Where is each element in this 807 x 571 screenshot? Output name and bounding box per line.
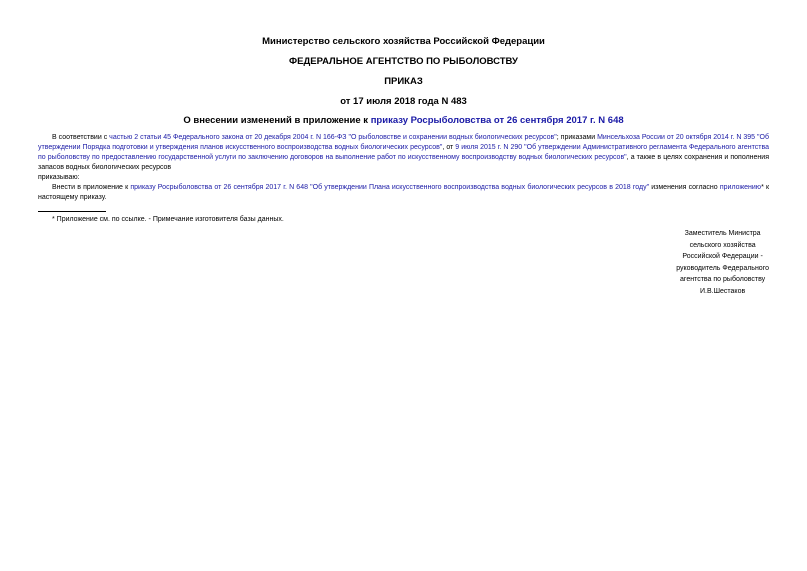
item-text-2: изменения согласно xyxy=(649,184,720,191)
signature-line: Российской Федерации - xyxy=(682,253,763,260)
date-number-heading: от 17 июля 2018 года N 483 xyxy=(340,96,467,107)
item-text-1: Внести в приложение к xyxy=(52,184,131,191)
doc-title-text: О внесении изменений в приложение к xyxy=(183,115,371,126)
doc-type-heading: ПРИКАЗ xyxy=(384,76,423,87)
order-word: приказываю: xyxy=(38,174,80,181)
doc-title xyxy=(0,115,807,126)
document-body xyxy=(38,133,769,203)
footnote-divider xyxy=(38,211,106,212)
order-648-link[interactable]: приказу Росрыболовства от 26 сентября 2017 г. N 648 "Об утверждении Плана искусственного воспроизводства водных биологических ресурсов в 2018 году" xyxy=(130,184,650,191)
preamble-text-2: ; приказами xyxy=(556,134,598,141)
ministry-heading: Министерство сельского хозяйства Российской Федерации xyxy=(262,36,545,47)
signatory-name: И.В.Шестаков xyxy=(700,287,746,295)
item-text-3: * к настоящему приказу. xyxy=(38,184,770,201)
preamble-text-1: В соответствии с xyxy=(52,134,110,141)
preamble-paragraph xyxy=(38,133,769,173)
signature-line: руководитель Федерального xyxy=(676,264,769,272)
order-395-link[interactable]: Минсельхоза России от 20 октября 2014 г. N 395 "Об утверждении Порядка подготовки и утверждения планов искусственного воспроизводства водных биологических ресурсов" xyxy=(38,134,769,151)
preamble-text-4: , а также в целях сохранения и пополнения запасов водных биологических ресурсов xyxy=(38,154,769,171)
order-item-paragraph xyxy=(38,183,769,203)
signature-block xyxy=(676,228,769,297)
signature-line: Заместитель Министра xyxy=(684,230,761,237)
law-link[interactable]: частью 2 статьи 45 Федерального закона от 20 декабря 2004 г. N 166-ФЗ "О рыболовстве и сохранении водных биологических ресурсов" xyxy=(109,134,557,141)
preamble-text-3: , от xyxy=(442,144,456,151)
appendix-link[interactable]: приложению xyxy=(719,184,762,191)
agency-heading: ФЕДЕРАЛЬНОЕ АГЕНТСТВО ПО РЫБОЛОВСТВУ xyxy=(289,56,518,67)
footnote: * Приложение см. по ссылке. - Примечание изготовителя базы данных. xyxy=(52,216,284,223)
signature-line: агентства по рыболовству xyxy=(680,276,766,283)
order-290-link[interactable]: 9 июля 2015 г. N 290 "Об утверждении Административного регламента Федерального агентства по рыболовству по предоставлению государственной услуги по заключению договоров на выполнение работ по искусственному воспроизводству водных биологических ресурсов" xyxy=(38,144,769,161)
signature-line: сельского хозяйства xyxy=(689,241,756,249)
doc-title-link[interactable]: приказу Росрыболовства от 26 сентября 2017 г. N 648 xyxy=(370,115,624,126)
